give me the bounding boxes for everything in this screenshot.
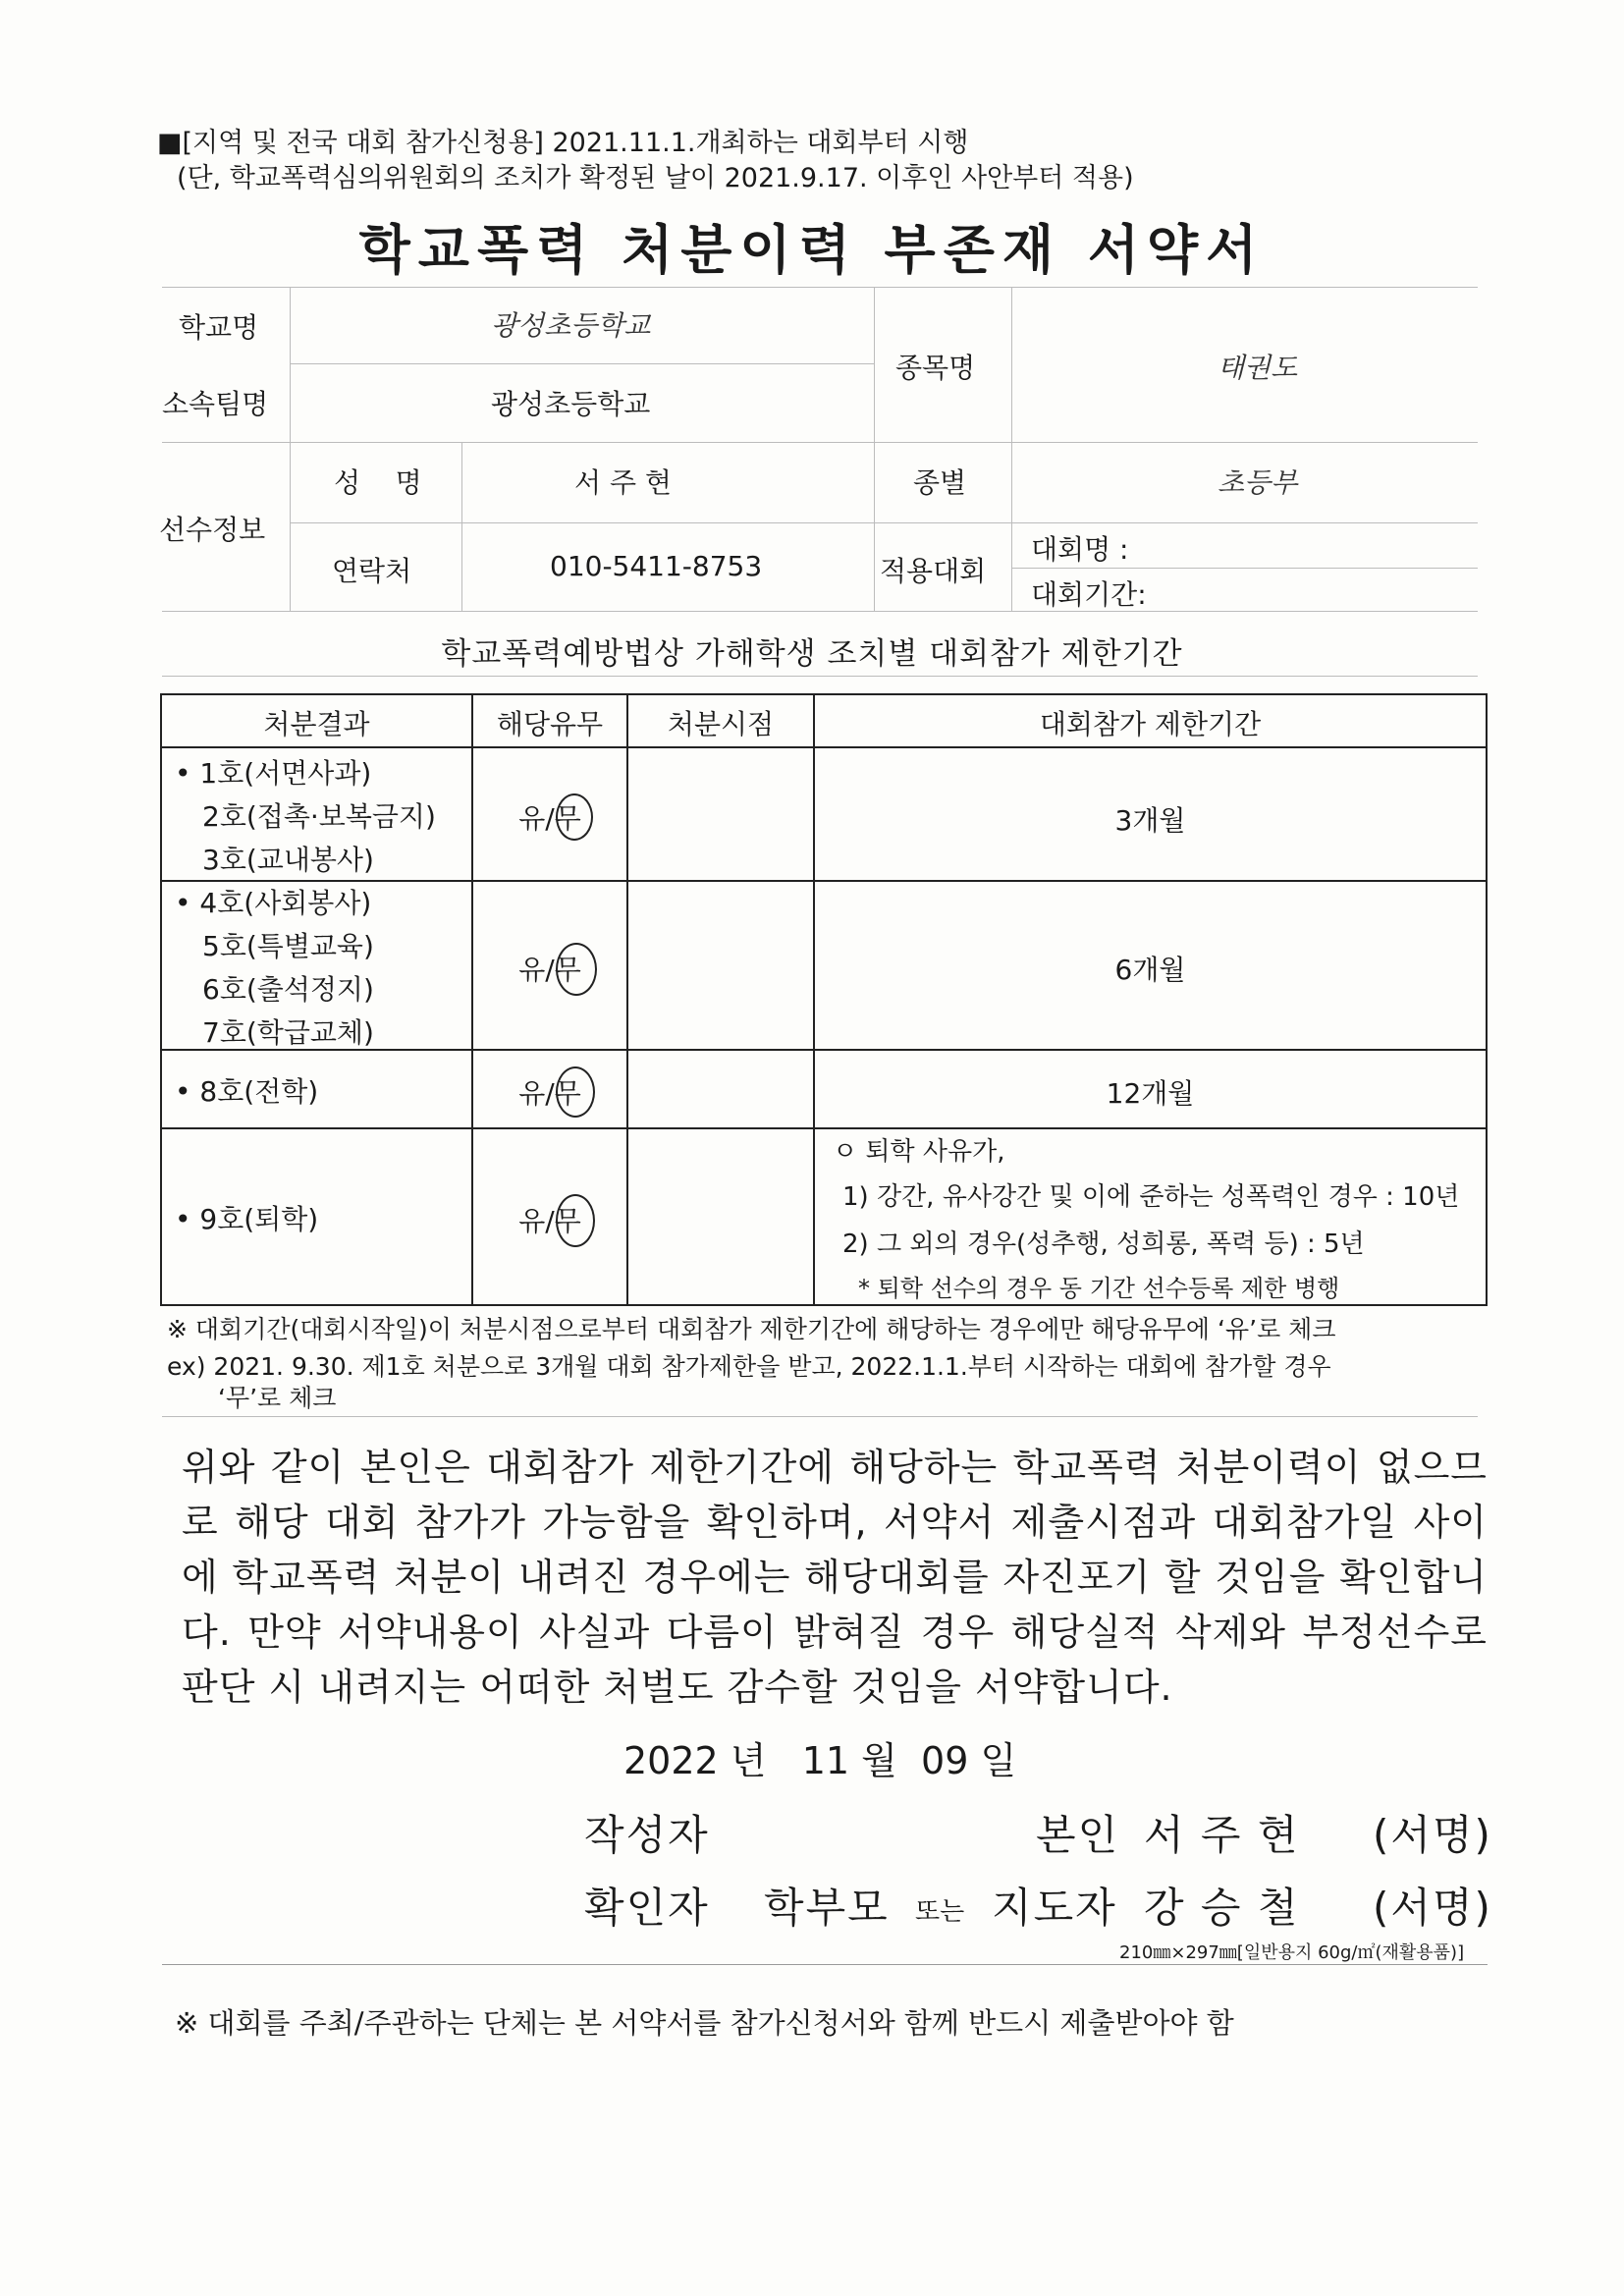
footer-note: ※ 대회를 주최/주관하는 단체는 본 서약서를 참가신청서와 함께 반드시 제출받아야 함 xyxy=(175,2006,1234,2040)
table-row-1-line-1: • 1호(서면사과) xyxy=(175,757,372,790)
writer-label: 작성자 xyxy=(584,1811,710,1859)
notice-line-1: ■[지역 및 전국 대회 참가신청용] 2021.11.1.개최하는 대회부터 시행 xyxy=(157,128,969,158)
note-line-2: ex) 2021. 9.30. 제1호 처분으로 3개월 대회 참가제한을 받고, 2022.1.1.부터 시작하는 대회에 참가할 경우 xyxy=(167,1352,1331,1381)
paper-spec: 210㎜×297㎜[일반용지 60g/㎡(재활용품)] xyxy=(1119,1942,1465,1963)
confirmer-parent: 학부모 xyxy=(764,1884,890,1932)
table-row-3-line-1: • 8호(전학) xyxy=(175,1075,319,1108)
table-row-1-line-3: 3호(교내봉사) xyxy=(202,844,374,876)
writer-role: 본인 xyxy=(1036,1811,1120,1859)
header-applicable: 해당유무 xyxy=(496,708,604,740)
check-mark-circle xyxy=(556,793,593,841)
table-row-2-line-1: • 4호(사회봉사) xyxy=(175,887,372,919)
table-row-2-line-3: 6호(출석정지) xyxy=(202,973,374,1006)
notice-line-2: (단, 학교폭력심의위원회의 조치가 확정된 날이 2021.9.17. 이후인 사안부터 적용) xyxy=(177,163,1134,193)
row-4-applicable: 유/무 xyxy=(518,1205,581,1237)
division-value: 초등부 xyxy=(1218,466,1298,499)
row-4-limit-line-3: 2) 그 외의 경우(성추행, 성희롱, 폭력 등) : 5년 xyxy=(842,1230,1365,1259)
confirmer-name: 강 승 철 xyxy=(1144,1884,1300,1932)
contact-label: 연락처 xyxy=(332,555,412,587)
division-label: 종별 xyxy=(913,466,967,499)
row-4-limit-line-4: * 퇴학 선수의 경우 동 기간 선수등록 제한 병행 xyxy=(858,1275,1340,1302)
check-mark-circle xyxy=(556,943,597,996)
row-1-applicable: 유/무 xyxy=(518,802,581,835)
school-name-value: 광성초등학교 xyxy=(491,309,651,342)
note-line-3: ‘무’로 체크 xyxy=(218,1384,337,1412)
row-3-applicable: 유/무 xyxy=(518,1077,581,1110)
contact-value: 010-5411-8753 xyxy=(550,550,763,582)
writer-name: 서 주 현 xyxy=(1144,1811,1300,1859)
competition-period-label: 대회기간: xyxy=(1031,578,1147,611)
confirmer-signature: (서명) xyxy=(1373,1884,1492,1932)
confirmer-or: 또는 xyxy=(915,1897,965,1927)
event-value: 태권도 xyxy=(1218,352,1298,384)
section-title: 학교폭력예방법상 가해학생 조치별 대회참가 제한기간 xyxy=(441,636,1183,672)
header-disposition-date: 처분시점 xyxy=(667,708,775,740)
document-title: 학교폭력 처분이력 부존재 서약서 xyxy=(358,219,1266,281)
player-info-label: 선수정보 xyxy=(159,514,266,546)
check-mark-circle xyxy=(556,1194,595,1247)
table-row-2-line-2: 5호(특별교육) xyxy=(202,930,374,962)
team-name-value: 광성초등학교 xyxy=(491,388,651,420)
table-row-4-line-1: • 9호(퇴학) xyxy=(175,1203,319,1235)
competition-name-label: 대회명 : xyxy=(1031,533,1129,566)
confirmer-role: 지도자 xyxy=(992,1884,1117,1932)
applied-competition-label: 적용대회 xyxy=(880,555,987,587)
row-1-limit: 3개월 xyxy=(1114,804,1186,837)
row-2-applicable: 유/무 xyxy=(518,954,581,986)
table-row-1-line-2: 2호(접촉·보복금지) xyxy=(202,800,436,833)
table-row-2-line-4: 7호(학급교체) xyxy=(202,1016,374,1049)
pledge-date: 2022 년 11 월 09 일 xyxy=(623,1739,1017,1782)
name-label: 성 명 xyxy=(334,466,422,499)
team-name-label: 소속팀명 xyxy=(162,388,269,420)
player-name-value: 서 주 현 xyxy=(574,466,672,499)
check-mark-circle xyxy=(556,1066,595,1118)
header-limit-period: 대회참가 제한기간 xyxy=(1039,708,1262,740)
writer-signature: (서명) xyxy=(1373,1811,1492,1859)
row-4-limit-line-1: ㅇ 퇴학 사유가, xyxy=(833,1137,1005,1167)
event-label: 종목명 xyxy=(895,352,976,384)
header-disposition-result: 처분결과 xyxy=(263,708,370,740)
pledge-paragraph: 위와 같이 본인은 대회참가 제한기간에 해당하는 학교폭력 처분이력이 없으므로 해당 대회 참가가 가능함을 확인하며, 서약서 제출시점과 대회참가일 사이에 학교폭력 처분이 내려진 경우에는 해당대회를 자진포기 할 것임을 확인합니다. 만약 서약내용이 사실과 다름이 밝혀질 경우 해당실적 삭제와 부정선수로 판단 시 내려지는 어떠한 처벌도 감수할 것임을 서약합니다. xyxy=(182,1446,1488,1709)
row-4-limit-line-2: 1) 강간, 유사강간 및 이에 준하는 성폭력인 경우 : 10년 xyxy=(842,1182,1460,1212)
school-name-label: 학교명 xyxy=(179,311,259,344)
row-2-limit: 6개월 xyxy=(1114,954,1186,986)
note-line-1: ※ 대회기간(대회시작일)이 처분시점으로부터 대회참가 제한기간에 해당하는 경우에만 해당유무에 ‘유’로 체크 xyxy=(167,1315,1336,1343)
confirmer-label: 확인자 xyxy=(584,1884,710,1932)
row-3-limit: 12개월 xyxy=(1106,1077,1195,1110)
